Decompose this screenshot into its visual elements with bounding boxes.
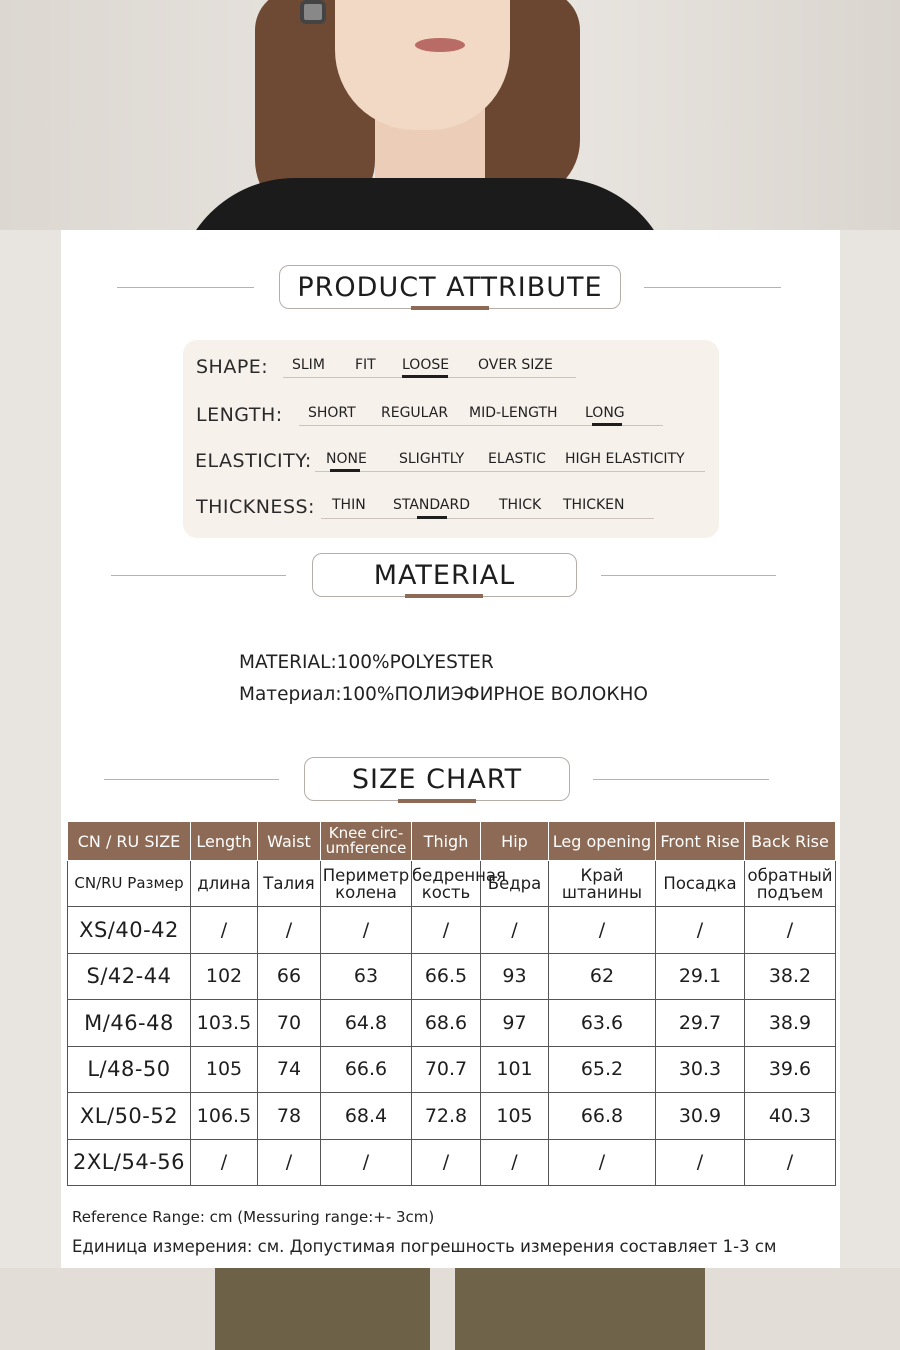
attr-opt: SLIGHTLY bbox=[399, 451, 465, 467]
measurement-cell: 29.1 bbox=[656, 953, 745, 1000]
measurement-cell: 68.4 bbox=[321, 1093, 412, 1140]
measurement-cell: / bbox=[745, 1139, 836, 1186]
measurement-cell: / bbox=[745, 907, 836, 954]
model-photo-top bbox=[0, 0, 900, 230]
measurement-cell: 66.5 bbox=[412, 953, 481, 1000]
measurement-cell: 63 bbox=[321, 953, 412, 1000]
measurement-cell: 93 bbox=[481, 953, 549, 1000]
measurement-cell: 70.7 bbox=[412, 1046, 481, 1093]
measurement-cell: / bbox=[258, 1139, 321, 1186]
measurement-cell: 70 bbox=[258, 1000, 321, 1047]
measurement-cell: / bbox=[412, 1139, 481, 1186]
attr-opt: REGULAR bbox=[381, 405, 449, 421]
attr-opt-selected: NONE bbox=[326, 451, 367, 467]
attr-opt: HIGH ELASTICITY bbox=[565, 451, 685, 467]
measurement-cell: 68.6 bbox=[412, 1000, 481, 1047]
attr-opt: THIN bbox=[332, 497, 366, 513]
divider-right bbox=[601, 575, 776, 576]
measurement-cell: 106.5 bbox=[191, 1093, 258, 1140]
table-row bbox=[68, 1139, 836, 1186]
attribute-panel bbox=[183, 340, 719, 538]
measurement-cell: / bbox=[191, 907, 258, 954]
trouser-leg-left bbox=[215, 1268, 430, 1350]
size-label-cell: L/48-50 bbox=[68, 1046, 191, 1093]
measurement-cell: / bbox=[321, 907, 412, 954]
attr-label-thickness: THICKNESS: bbox=[196, 496, 315, 518]
header-cell: Thigh bbox=[412, 822, 481, 861]
measurement-cell: / bbox=[656, 907, 745, 954]
header-cell: Leg opening bbox=[549, 822, 656, 861]
measurement-cell: 30.9 bbox=[656, 1093, 745, 1140]
attr-opt-selected: STANDARD bbox=[393, 497, 471, 513]
size-label-cell: XS/40-42 bbox=[68, 907, 191, 954]
header-cell: Length bbox=[191, 822, 258, 861]
attr-opt-selected: LONG bbox=[585, 405, 625, 421]
attr-label-elasticity: ELASTICITY: bbox=[195, 450, 312, 472]
attr-opt: THICK bbox=[499, 497, 542, 513]
measurement-cell: / bbox=[481, 1139, 549, 1186]
attr-label-length: LENGTH: bbox=[196, 404, 283, 426]
measurement-cell: 38.9 bbox=[745, 1000, 836, 1047]
size-rows bbox=[68, 907, 836, 1186]
measurement-cell: 102 bbox=[191, 953, 258, 1000]
title-underline bbox=[398, 799, 476, 803]
subheader-cell: Бедра bbox=[481, 861, 549, 907]
measurement-cell: 30.3 bbox=[656, 1046, 745, 1093]
black-sweater bbox=[175, 178, 675, 230]
measurement-cell: 103.5 bbox=[191, 1000, 258, 1047]
ear-cuff bbox=[300, 0, 326, 24]
lips bbox=[415, 38, 465, 52]
attr-opt: MID-LENGTH bbox=[469, 405, 558, 421]
measurement-cell: / bbox=[656, 1139, 745, 1186]
measurement-cell: 101 bbox=[481, 1046, 549, 1093]
header-cell: CN / RU SIZE bbox=[68, 822, 191, 861]
attr-label-shape: SHAPE: bbox=[196, 356, 269, 378]
size-label-cell: XL/50-52 bbox=[68, 1093, 191, 1140]
table-row bbox=[68, 1046, 836, 1093]
measurement-cell: / bbox=[321, 1139, 412, 1186]
measurement-cell: / bbox=[191, 1139, 258, 1186]
divider-left bbox=[104, 779, 279, 780]
divider-left bbox=[117, 287, 254, 288]
subheader-cell: Край штанины bbox=[549, 861, 656, 907]
measurement-cell: 74 bbox=[258, 1046, 321, 1093]
measurement-cell: 97 bbox=[481, 1000, 549, 1047]
size-chart-title: SIZE CHART bbox=[304, 757, 570, 801]
measurement-cell: 40.3 bbox=[745, 1093, 836, 1140]
measurement-cell: 29.7 bbox=[656, 1000, 745, 1047]
title-underline bbox=[411, 306, 489, 310]
measurement-cell: 78 bbox=[258, 1093, 321, 1140]
selected-marker bbox=[592, 423, 622, 426]
size-chart-table bbox=[67, 821, 836, 1186]
measurement-cell: 63.6 bbox=[549, 1000, 656, 1047]
size-label-cell: M/46-48 bbox=[68, 1000, 191, 1047]
info-card bbox=[61, 230, 840, 1268]
attr-opt: SLIM bbox=[292, 357, 325, 373]
subheader-cell: Талия bbox=[258, 861, 321, 907]
subheader-cell: Посадка bbox=[656, 861, 745, 907]
header-cell: Knee circ- umference bbox=[321, 822, 412, 861]
subheader-cell: Периметр колена bbox=[321, 861, 412, 907]
header-cell: Back Rise bbox=[745, 822, 836, 861]
material-title: MATERIAL bbox=[312, 553, 577, 597]
material-en: MATERIAL:100%POLYESTER bbox=[239, 652, 494, 673]
measurement-cell: / bbox=[481, 907, 549, 954]
attr-opt-selected: LOOSE bbox=[402, 357, 450, 373]
trouser-leg-right bbox=[455, 1268, 705, 1350]
table-row bbox=[68, 1000, 836, 1047]
subheader-cell: бедренная кость bbox=[412, 861, 481, 907]
size-label-cell: 2XL/54-56 bbox=[68, 1139, 191, 1186]
selected-marker bbox=[330, 469, 360, 472]
material-ru: Материал:100%ПОЛИЭФИРНОЕ ВОЛОКНО bbox=[239, 684, 648, 705]
measurement-cell: / bbox=[258, 907, 321, 954]
attr-rule bbox=[321, 518, 654, 519]
header-cell: Waist bbox=[258, 822, 321, 861]
subheader-cell: длина bbox=[191, 861, 258, 907]
measurement-cell: 38.2 bbox=[745, 953, 836, 1000]
reference-range-note: Reference Range: cm (Messuring range:+- 3cm) bbox=[72, 1208, 435, 1226]
table-row bbox=[68, 907, 836, 954]
measurement-cell: / bbox=[549, 1139, 656, 1186]
measurement-cell: 65.2 bbox=[549, 1046, 656, 1093]
selected-marker bbox=[402, 375, 448, 378]
title-underline bbox=[405, 594, 483, 598]
measurement-cell: 62 bbox=[549, 953, 656, 1000]
size-label-cell: S/42-44 bbox=[68, 953, 191, 1000]
attr-rule bbox=[315, 471, 705, 472]
measurement-cell: 66.8 bbox=[549, 1093, 656, 1140]
attr-opt: FIT bbox=[355, 357, 376, 373]
divider-left bbox=[111, 575, 286, 576]
subheader-cell: обратный подъем bbox=[745, 861, 836, 907]
attr-opt: THICKEN bbox=[563, 497, 625, 513]
table-subheader-row bbox=[68, 861, 836, 907]
table-header-row bbox=[68, 822, 836, 861]
table-row bbox=[68, 953, 836, 1000]
attr-opt: SHORT bbox=[308, 405, 356, 421]
measurement-cell: 105 bbox=[191, 1046, 258, 1093]
divider-right bbox=[593, 779, 769, 780]
header-cell: Front Rise bbox=[656, 822, 745, 861]
measurement-cell: / bbox=[412, 907, 481, 954]
selected-marker bbox=[417, 516, 447, 519]
measurement-cell: 66.6 bbox=[321, 1046, 412, 1093]
header-cell: Hip bbox=[481, 822, 549, 861]
measurement-cell: 66 bbox=[258, 953, 321, 1000]
subheader-cell: CN/RU Размер bbox=[68, 861, 191, 907]
measurement-cell: / bbox=[549, 907, 656, 954]
attribute-title: PRODUCT ATTRIBUTE bbox=[279, 265, 621, 309]
model-photo-bottom bbox=[0, 1268, 900, 1350]
measurement-cell: 105 bbox=[481, 1093, 549, 1140]
divider-right bbox=[644, 287, 781, 288]
measurement-note-ru: Единица измерения: см. Допустимая погрешность измерения составляет 1-3 см bbox=[72, 1237, 777, 1256]
attr-opt: ELASTIC bbox=[488, 451, 546, 467]
table-row bbox=[68, 1093, 836, 1140]
measurement-cell: 64.8 bbox=[321, 1000, 412, 1047]
attr-opt: OVER SIZE bbox=[478, 357, 553, 373]
measurement-cell: 39.6 bbox=[745, 1046, 836, 1093]
measurement-cell: 72.8 bbox=[412, 1093, 481, 1140]
